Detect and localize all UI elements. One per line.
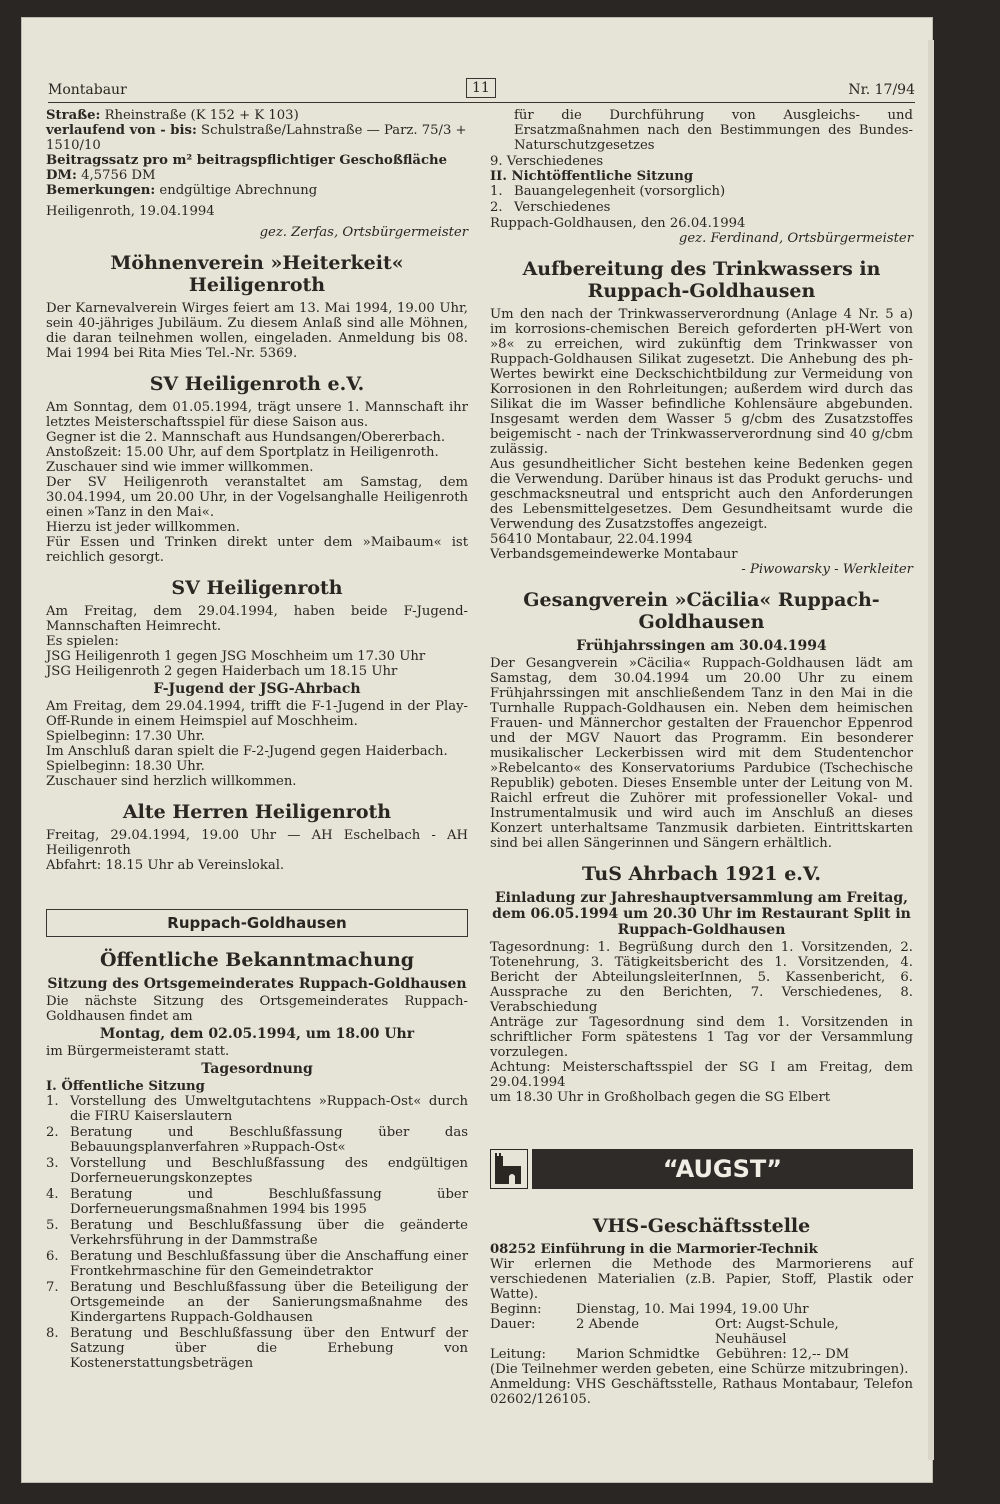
private-agenda-list: [490, 184, 913, 215]
sv1-para: Anstoßzeit: 15.00 Uhr, auf dem Sportplatz in Heiligenroth.: [46, 445, 439, 460]
tus-heading: TuS Ahrbach 1921 e.V.: [582, 863, 821, 885]
moehnen-text: Der Karnevalverein Wirges feiert am 13. Mai 1994, 19.00 Uhr, sein 40-jähriges Jubiläum. Zu diesem Anlaß sind alle Möhnen, die daran teilnehmen wollen, eingeladen. Anmeldung bis 08. Mai 1994 bei Rita Mies Tel.-Nr. 5369.: [46, 301, 468, 361]
gesang-para: Der Gesangverein »Cäcilia« Ruppach-Goldhausen lädt am Samstag, dem 30.04.1994 um 20.00 Uhr zu einem Frühjahrssingen mit anschließendem Tanz in den Mai in die Turnhalle Ruppach-Goldhausen ein. Neben dem heimischen Frauen- und Männerchor gestalten der Frauenchor Eppenrod und der MGV Nauort das Programm. Ein besonderer musikalischer Leckerbissen wird mit dem Studentenchor »Rebelcanto« des Konservatoriums Pardubice (Tschechische Republik) geboten. Dieses Ensemble unter der Leitung von M. Raichl erfreut die Zuhörer mit professioneller Vokal- und Instrumentalmusik und wird auch im Anschluß an dieses Konzert unterhaltsame Tanzmusik darbieten. Eintrittskarten sind bei allen Sängerinnen und Sängern erhältlich.: [490, 656, 913, 851]
header-issue: Nr. 17/94: [848, 82, 915, 98]
vhs-para: (Die Teilnehmer werden gebeten, eine Schürze mitzubringen).: [490, 1362, 909, 1377]
agenda-item: [490, 184, 913, 199]
vhs-lead-row: Leitung: Marion Schmidtke Gebühren: 12,-- DM: [490, 1347, 850, 1362]
vhs-para: Anmeldung: VHS Geschäftsstelle, Rathaus Montabaur, Telefon 02602/126105.: [490, 1377, 913, 1407]
sv2-heading: SV Heiligenroth: [171, 577, 343, 599]
agenda-item: [46, 1218, 468, 1248]
remarks-line: Bemerkungen: endgültige Abrechnung: [46, 183, 318, 198]
agenda-item-number: 3.: [46, 1156, 59, 1171]
agenda-item-text: Beratung und Beschlußfassung über den Entwurf der Satzung über die Erhebung von Kostenerstattungsbeträgen: [70, 1326, 468, 1371]
wasser-para: 56410 Montabaur, 22.04.1994: [490, 532, 693, 547]
bekannt-para: Die nächste Sitzung des Ortsgemeinderates Ruppach-Goldhausen findet am: [46, 994, 468, 1024]
sv1-para: Gegner ist die 2. Mannschaft aus Hundsangen/Obererbach.: [46, 430, 446, 445]
intro-date: Heiligenroth, 19.04.1994: [46, 204, 215, 219]
agenda-item-text: Beratung und Beschlußfassung über die Anschaffung einer Frontkehrmaschine für den Gemeindetraktor: [70, 1249, 468, 1279]
sv2-para: JSG Heiligenroth 2 gegen Haiderbach um 18.15 Uhr: [46, 664, 398, 679]
sv2-para: Es spielen:: [46, 634, 119, 649]
street-line: Straße: Rheinstraße (K 152 + K 103): [46, 108, 299, 123]
agenda-item-text: Beratung und Beschlußfassung über Dorferneuerungsmaßnahmen 1994 bis 1995: [70, 1187, 468, 1217]
header-page-number: 11: [466, 78, 496, 98]
ah-heading: Alte Herren Heiligenroth: [122, 801, 392, 823]
sv1-para: Der SV Heiligenroth veranstaltet am Samstag, dem 30.04.1994, um 20.00 Uhr, in der Vogelsanghalle Heiligenroth einen »Tanz in den Mai«.: [46, 475, 468, 520]
wasser-para: Verbandsgemeindewerke Montabaur: [490, 547, 738, 562]
vhs-heading: VHS-Geschäftsstelle: [592, 1215, 811, 1237]
sv1-para: Hierzu ist jeder willkommen.: [46, 520, 240, 535]
agenda-heading: Tagesordnung: [201, 1061, 313, 1077]
agenda-item: [46, 1125, 468, 1155]
sv2-para: JSG Heiligenroth 1 gegen JSG Moschheim um 17.30 Uhr: [46, 649, 426, 664]
header-rule: [48, 102, 915, 103]
tus-para: Anträge zur Tagesordnung sind dem 1. Vorsitzenden in schriftlicher Form spätestens 1 Tag vor der Versammlung vorzulegen.: [490, 1015, 913, 1060]
agenda-list: [46, 1094, 468, 1371]
wasser-signature: - Piwowarsky - Werkleiter: [741, 562, 913, 577]
castle-icon: [490, 1149, 528, 1189]
agenda-item-text: Verschiedenes: [514, 200, 611, 215]
agenda-item: [46, 1326, 468, 1371]
sv1-para: Für Essen und Trinken direkt unter dem »Maibaum« ist reichlich gesorgt.: [46, 535, 468, 565]
agenda-item: [46, 1280, 468, 1325]
public-session-heading: I. Öffentliche Sitzung: [46, 1079, 205, 1094]
sv2-para: Spielbeginn: 18.30 Uhr.: [46, 759, 205, 774]
wasser-heading: Aufbereitung des Trinkwassers in Ruppach-Goldhausen: [522, 258, 881, 302]
route-line: verlaufend von - bis: Schulstraße/Lahnstraße — Parz. 75/3 + 1510/10: [46, 123, 467, 153]
sv1-para: Zuschauer sind wie immer willkommen.: [46, 460, 314, 475]
sv2-para: Am Freitag, dem 29.04.1994, trifft die F-1-Jugend in der Play-Off-Runde in einem Heimspiel auf Moschheim.: [46, 699, 468, 729]
right-column: [490, 108, 913, 1407]
agenda-item-number: 6.: [46, 1249, 59, 1264]
page-header: [48, 82, 915, 104]
right-date: Ruppach-Goldhausen, den 26.04.1994: [490, 216, 746, 231]
agenda-item: [490, 200, 913, 215]
moehnen-heading: Möhnenverein »Heiterkeit« Heiligenroth: [110, 252, 404, 296]
section-box-ruppach: Ruppach-Goldhausen: [46, 909, 468, 937]
agenda-item-number: 2.: [46, 1125, 59, 1140]
bekannt-para: im Bürgermeisteramt statt.: [46, 1044, 230, 1059]
agenda-item-9: 9. Verschiedenes: [490, 154, 604, 169]
private-session-heading: II. Nichtöffentliche Sitzung: [490, 169, 694, 184]
tus-para: um 18.30 Uhr in Großholbach gegen die SG Elbert: [490, 1090, 831, 1105]
left-column: [46, 108, 468, 1372]
agenda-item: [46, 1094, 468, 1124]
header-town: Montabaur: [48, 82, 127, 98]
vhs-para: Wir erlernen die Methode des Marmorierens auf verschiedenen Materialien (z.B. Papier, Stoff, Plastik oder Watte).: [490, 1257, 913, 1302]
agenda-item-text: Bauangelegenheit (vorsorglich): [514, 184, 726, 199]
agenda-item-text: Beratung und Beschlußfassung über das Bebauungsplanverfahren »Ruppach-Ost«: [70, 1125, 468, 1155]
vhs-begin-row: Beginn: Dienstag, 10. Mai 1994, 19.00 Uhr: [490, 1302, 809, 1317]
bekannt-subheading: Sitzung des Ortsgemeinderates Ruppach-Goldhausen: [47, 976, 467, 992]
agenda-item-text: Vorstellung und Beschlußfassung des endgültigen Dorferneuerungskonzeptes: [70, 1156, 468, 1186]
agenda-item-number: 1.: [490, 184, 503, 199]
agenda-item-number: 2.: [490, 200, 503, 215]
agenda-item-number: 7.: [46, 1280, 59, 1295]
agenda-item: [46, 1156, 468, 1186]
vhs-duration-row: Dauer: 2 Abende Ort: Augst-Schule, Neuhäusel: [490, 1317, 839, 1347]
agenda-item-text: Beratung und Beschlußfassung über die Beteiligung der Ortsgemeinde an der Sanierungsmaßnahme des Kindergartens Ruppach-Goldhausen: [70, 1280, 468, 1325]
sv2-para: Im Anschluß daran spielt die F-2-Jugend gegen Haiderbach.: [46, 744, 448, 759]
gesang-heading: Gesangverein »Cäcilia« Ruppach-Goldhausen: [523, 589, 880, 633]
agenda-item: [46, 1187, 468, 1217]
agenda-item: [46, 1249, 468, 1279]
gesang-subheading: Frühjahrssingen am 30.04.1994: [576, 638, 827, 654]
ah-para: Freitag, 29.04.1994, 19.00 Uhr — AH Eschelbach - AH Heiligenroth: [46, 828, 468, 858]
bekannt-date: Montag, dem 02.05.1994, um 18.00 Uhr: [99, 1026, 415, 1042]
augst-banner: [490, 1149, 913, 1189]
tus-subheading: Einladung zur Jahreshauptversammlung am Freitag, dem 06.05.1994 um 20.30 Uhr im Restaurant Split in Ruppach-Goldhausen: [492, 890, 911, 938]
vhs-course: 08252 Einführung in die Marmorier-Technik: [490, 1242, 818, 1257]
tus-para: Tagesordnung: 1. Begrüßung durch den 1. Vorsitzenden, 2. Totenehrung, 3. Tätigkeitsbericht des 1. Vorsitzenden, 4. Bericht der AbteilungsleiterInnen, 5. Kassenbericht, 6. Aussprache zu den Berichten, 7. Verschiedenes, 8. Verabschiedung: [490, 940, 913, 1015]
sv1-heading: SV Heiligenroth e.V.: [149, 373, 365, 395]
agenda-item-number: 1.: [46, 1094, 59, 1109]
agenda-item-number: 8.: [46, 1326, 59, 1341]
sv2-para: Am Freitag, dem 29.04.1994, haben beide F-Jugend-Mannschaften Heimrecht.: [46, 604, 468, 634]
agenda-item: für die Durchführung von Ausgleichs- und Ersatzmaßnahmen nach den Bestimmungen des Bundes-Naturschutzgesetzes: [514, 108, 913, 153]
agenda-item-text: Vorstellung des Umweltgutachtens »Ruppach-Ost« durch die FIRU Kaiserslautern: [70, 1094, 468, 1124]
page-edge: [928, 40, 934, 1460]
agenda-item-text: Beratung und Beschlußfassung über die geänderte Verkehrsführung in der Dammstraße: [70, 1218, 468, 1248]
tus-para: Achtung: Meisterschaftsspiel der SG I am Freitag, dem 29.04.1994: [490, 1060, 913, 1090]
wasser-para: Um den nach der Trinkwasserverordnung (Anlage 4 Nr. 5 a) im korrosions-chemischen Bereich geforderten pH-Wert von »8« zu erreichen, wird zukünftig dem Trinkwasser von Ruppach-Goldhausen Silikat zugesetzt. Die Anhebung des ph-Wertes bewirkt eine Deckschichtbildung zur Vermeidung von Korrosionen in den Rohrleitungen; außerdem wird durch das Silikat die im Wasser befindliche Kohlensäure abgebunden. Insgesamt werden dem Wasser 5 g/cbm des Zusatzstoffes beigemischt - nach der Trinkwasserverordnung sind 40 g/cbm zulässig.: [490, 307, 913, 457]
sv2-subheading: F-Jugend der JSG-Ahrbach: [153, 681, 361, 697]
agenda-item-number: 4.: [46, 1187, 59, 1202]
augst-title: “AUGST”: [532, 1149, 913, 1189]
sv2-para: Spielbeginn: 17.30 Uhr.: [46, 729, 205, 744]
rate-line: Beitragssatz pro m² beitragspflichtiger Geschoßfläche DM: 4,5756 DM: [46, 153, 447, 183]
intro-signature: gez. Zerfas, Ortsbürgermeister: [259, 225, 468, 240]
sv2-para: Zuschauer sind herzlich willkommen.: [46, 774, 297, 789]
sv1-para: Am Sonntag, dem 01.05.1994, trägt unsere 1. Mannschaft ihr letztes Meisterschaftsspiel für diese Saison aus.: [46, 400, 468, 430]
ah-para: Abfahrt: 18.15 Uhr ab Vereinslokal.: [46, 858, 285, 873]
bekannt-heading: Öffentliche Bekanntmachung: [99, 949, 415, 971]
right-signature: gez. Ferdinand, Ortsbürgermeister: [678, 231, 913, 246]
agenda-item-number: 5.: [46, 1218, 59, 1233]
wasser-para: Aus gesundheitlicher Sicht bestehen keine Bedenken gegen die Verwendung. Darüber hinaus ist das Produkt geruchs- und geschmacksneutral und entspricht auch den Anforderungen des Lebensmittelgesetzes. Dem Gesundheitsamt wurde die Verwendung des Zusatzstoffes angezeigt.: [490, 457, 913, 532]
